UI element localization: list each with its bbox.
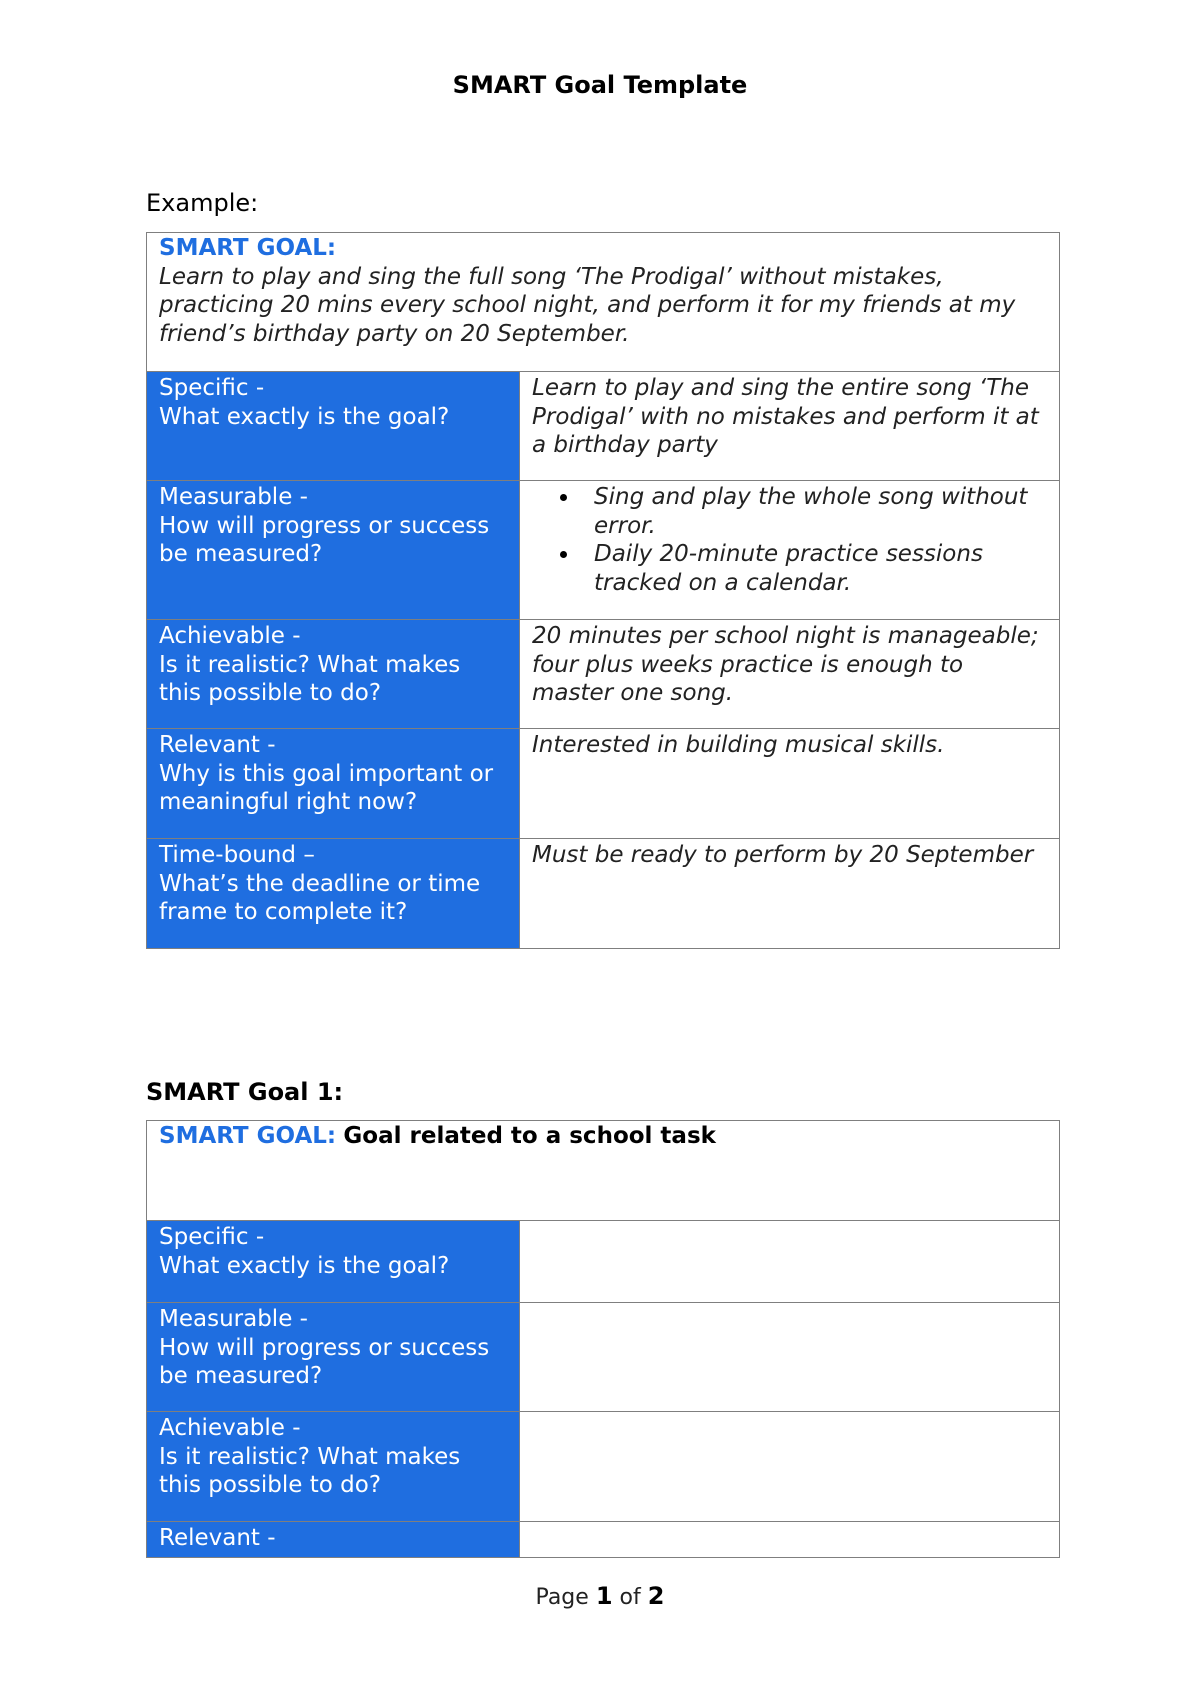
goal1-row-specific	[147, 1221, 1060, 1303]
answer-list	[532, 483, 1049, 597]
criterion-name: Time-bound –	[159, 842, 315, 868]
example-row-time-bound	[147, 839, 1060, 949]
smart-goal-label: SMART GOAL:	[159, 235, 337, 261]
goal1-goal-row	[147, 1121, 1060, 1221]
criterion-question: Is it realistic? What makes this possible to do?	[159, 1443, 461, 1498]
example-row-specific	[147, 372, 1060, 481]
criterion-question: What exactly is the goal?	[159, 1252, 450, 1279]
criterion-cell	[147, 620, 520, 729]
criterion-question: How will progress or success be measured?	[159, 512, 490, 567]
goal1-row-measurable	[147, 1303, 1060, 1412]
criterion-cell	[147, 481, 520, 620]
criterion-name: Achievable -	[159, 623, 301, 649]
goal1-row-relevant	[147, 1522, 1060, 1558]
criterion-name: Achievable -	[159, 1415, 301, 1441]
example-goal-text: Learn to play and sing the full song ‘The Prodigal’ without mistakes, practicing 20 mins every school night, and perform it for my friends at my friend’s birthday party on 20 September.	[159, 263, 1016, 347]
goal1-label: SMART Goal 1:	[146, 1078, 344, 1106]
criterion-question: What exactly is the goal?	[159, 403, 450, 430]
criterion-cell	[147, 1303, 520, 1412]
answer-cell-empty[interactable]	[520, 1221, 1060, 1303]
footer-page-word: Page	[535, 1585, 589, 1610]
criterion-cell	[147, 372, 520, 481]
answer-cell: Interested in building musical skills.	[520, 729, 1060, 839]
criterion-name: Specific -	[159, 375, 265, 401]
criterion-name: Measurable -	[159, 484, 308, 510]
answer-cell-empty[interactable]	[520, 1522, 1060, 1558]
answer-cell-empty[interactable]	[520, 1412, 1060, 1522]
criterion-name: Measurable -	[159, 1306, 308, 1332]
criterion-name: Relevant -	[159, 1525, 276, 1551]
example-row-achievable	[147, 620, 1060, 729]
footer-of-word: of	[619, 1585, 641, 1610]
criterion-question: Is it realistic? What makes this possible to do?	[159, 651, 461, 706]
goal1-goal-heading: Goal related to a school task	[343, 1123, 716, 1149]
goal1-goal-cell	[147, 1121, 1060, 1221]
answer-cell: Learn to play and sing the entire song ‘The Prodigal’ with no mistakes and perform it at a birthday party	[520, 372, 1060, 481]
answer-cell: 20 minutes per school night is manageable; four plus weeks practice is enough to master one song.	[520, 620, 1060, 729]
goal1-row-achievable	[147, 1412, 1060, 1522]
criterion-cell	[147, 839, 520, 949]
criterion-question: What’s the deadline or time frame to complete it?	[159, 870, 481, 925]
smart-goal-label: SMART GOAL:	[159, 1123, 337, 1149]
criterion-name: Specific -	[159, 1224, 265, 1250]
example-row-relevant	[147, 729, 1060, 839]
list-item: Sing and play the whole song without error.	[594, 483, 1049, 540]
page-title: SMART Goal Template	[452, 71, 748, 99]
page-footer	[0, 1582, 1200, 1612]
example-label: Example:	[146, 189, 259, 217]
criterion-cell	[147, 1221, 520, 1303]
criterion-cell	[147, 1412, 520, 1522]
footer-total-pages: 2	[647, 1582, 665, 1610]
answer-cell-empty[interactable]	[520, 1303, 1060, 1412]
example-row-measurable	[147, 481, 1060, 620]
criterion-cell	[147, 729, 520, 839]
criterion-question: How will progress or success be measured?	[159, 1334, 490, 1389]
footer-current-page: 1	[595, 1582, 613, 1610]
example-table	[146, 232, 1060, 949]
goal1-table	[146, 1120, 1060, 1558]
criterion-cell	[147, 1522, 520, 1558]
example-goal-cell	[147, 233, 1060, 372]
answer-cell: Must be ready to perform by 20 September	[520, 839, 1060, 949]
criterion-name: Relevant -	[159, 732, 276, 758]
criterion-question: Why is this goal important or meaningful right now?	[159, 760, 494, 815]
answer-cell	[520, 481, 1060, 620]
example-goal-row	[147, 233, 1060, 372]
list-item: Daily 20-minute practice sessions tracked on a calendar.	[594, 540, 1049, 597]
